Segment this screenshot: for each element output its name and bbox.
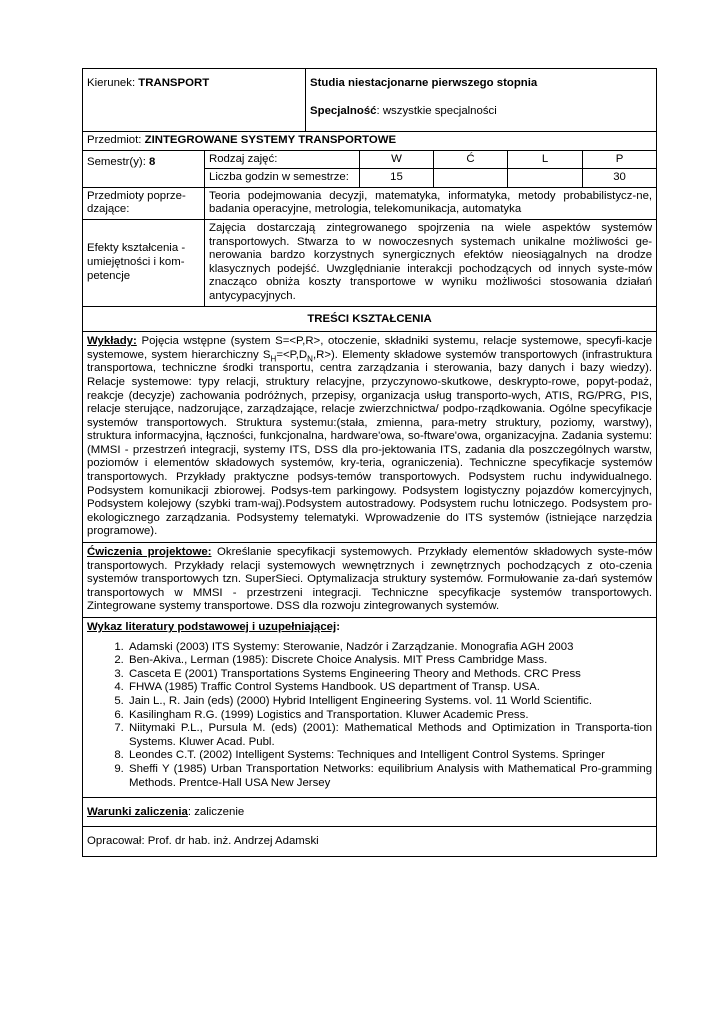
opracowal-row	[83, 826, 657, 857]
warunki-label: Warunki zaliczenia	[87, 806, 188, 819]
literatura-heading	[87, 621, 652, 635]
cwiczenia-row	[83, 543, 657, 618]
specjalnosc-label: Specjalność	[310, 104, 377, 117]
cwiczenia-cell	[83, 543, 657, 618]
kierunek-label: Kierunek:	[87, 77, 139, 89]
wyklady-cell	[83, 332, 657, 543]
studia-label: Studia niestacjonarne pierwszego stopnia	[310, 77, 538, 89]
przedmiot-cell	[83, 132, 657, 151]
literatura-item: 9. Sheffi Y (1985) Urban Transportation Networks: equilibrium Analysis with Mathematical Pro-gramming Methods. Prentce-Hall USA New Jersey	[127, 763, 652, 790]
wyklady-text-b: =<P,D	[276, 348, 308, 361]
hours-l	[508, 169, 583, 188]
opracowal-cell: Opracował: Prof. dr hab. inż. Andrzej Adamski	[83, 826, 657, 857]
warunki-value: : zaliczenie	[187, 806, 245, 819]
literatura-item: 5. Jain L., R. Jain (eds) (2000) Hybrid Intelligent Engineering Systems. vol. 11 World Scientific.	[127, 695, 652, 709]
hours-w: 15	[360, 169, 434, 188]
semestr-row-1	[83, 150, 657, 169]
header-row	[83, 69, 657, 132]
col-header-l: L	[508, 150, 583, 169]
tresci-title: TREŚCI KSZTAŁCENIA	[83, 306, 657, 332]
hours-p: 30	[583, 169, 657, 188]
przedmioty-poprzedzajace-value: Teoria podejmowania decyzji, matematyka, informatyka, metody probabilistycz-ne, badania operacyjne, metrologia, telekomunikacja, automatyka	[205, 187, 657, 219]
przedmiot-row	[83, 132, 657, 151]
specjalnosc-line	[310, 105, 652, 119]
literatura-item: 3. Casceta E (2001) Transportations Systems Engineering Theory and Methods. CRC Press	[127, 668, 652, 682]
literatura-label: Wykaz literatury podstawowej i uzupełniającej	[87, 621, 337, 633]
przedmioty-poprzedzajace-row	[83, 187, 657, 219]
col-header-c: Ć	[434, 150, 508, 169]
warunki-row	[83, 798, 657, 827]
wyklady-text-c: ,R>). Elementy składowe systemów transportowych (infrastruktura transportowa, techniczne środki transportu, centra zarządzania i sterowania, bazy danych i bazy wiedzy). Relacje systemowe: typy relacji, struktury relacyjne, przyczynowo-skutkowe, deskrypto-rowe, popyt-podaż, reakcje (decyzje) zachowania podróżnych, przepisy, organizacja usług transporto-wych, ATIS, RG/PRG, PIS, relacje sterujące, nadzorujące, zarządzające, relacje zwierzchnictwa/ podpo-rządkowania. Ogólne specyfikacje systemów transportowych. Struktura systemu:(stała, zmienna, para-metry struktury, poziomy, warstwy), struktura informacyjna, łączności, funkcjonalna, hardware'owa, so-ftware'owa, organizacyjna. Zadania systemu: (MMSI - przestrzeń integracji, systemy ITS, DSS dla pro-jektowania ITS, zadania dla poszczególnych warstw, poziomów i elementów składowych systemów, kry-teria, ograniczenia). Techniczne specyfikacje systemów transportowych. Przykłady praktyczne podsys-temów transportowych. Podsystem ruchu indywidualnego. Podsystem komunikacji zbiorowej. Podsys-tem parkingowy. Podsystem logistyczny pojazdów komercyjnych, Podsystem kolejowy (szybki tram-waj).Podsystem autostradowy. Podsystem ruchu lotniczego. Podsystem pro-ekologicznego zarządzania. Podsystemy telematyki. Wprowadzenie do ITS systemów (istniejące narzędzia programowe).	[87, 348, 653, 538]
cwiczenia-label: Ćwiczenia projektowe:	[87, 546, 212, 559]
literatura-item: 7. Niitymaki P.L., Pursula M. (eds) (2001): Mathematical Methods and Optimization in Transporta-tion Systems. Kluwer Acad. Publ.	[127, 722, 652, 749]
literatura-item: 4. FHWA (1985) Traffic Control Systems Handbook. US department of Transp. USA.	[127, 681, 652, 695]
syllabus-page	[82, 68, 656, 857]
warunki-cell	[83, 798, 657, 827]
przedmiot-label: Przedmiot:	[87, 134, 145, 146]
wyklady-label: Wykłady:	[87, 335, 137, 348]
specjalnosc-value: : wszystkie specjalności	[376, 104, 497, 117]
rodzaj-zajec-label: Rodzaj zajęć:	[205, 150, 360, 169]
literatura-row	[83, 618, 657, 798]
literatura-item: 6. Kasilingham R.G. (1999) Logistics and Transportation. Kluwer Academic Press.	[127, 709, 652, 723]
kierunek-cell	[83, 69, 306, 132]
studia-cell	[306, 69, 657, 132]
tresci-row	[83, 306, 657, 332]
efekty-value: Zajęcia dostarczają zintegrowanego spojrzenia na wiele aspektów systemów transportowych. Stwarza to w nowoczesnych systemach unikalne możliwości ge-nerowania bardzo korzystnych synergicznych efektów nieosiągalnych na drodze klasycznych podejść. Uwzględnianie interakcji pochodzących od innych syste-mów znacząco obniża koszty transportowe w wyniku możliwości stosowania działań antycypacyjnych.	[205, 219, 657, 306]
przedmioty-poprzedzajace-label: Przedmioty poprze-dzające:	[83, 187, 205, 219]
semestr-value: 8	[149, 155, 156, 168]
wyklady-text-a: Pojęcia wstępne (system S=<P,R>, otoczenie, składniki systemu, relacje systemowe, specyfi-kacje systemowe, system hierarchiczny S	[87, 335, 653, 361]
semestr-cell	[83, 150, 205, 187]
wyklady-sub-h: H	[270, 354, 277, 363]
semestr-label: Semestr(y):	[87, 155, 150, 168]
cwiczenia-text: Określanie specyfikacji systemowych. Przykłady elementów składowych syste-mów transportowych. Przykłady relacji systemowych wewnętrznych i zewnętrznych pochodzących z oto-czenia systemów transportowych tzn. SuperSieci. Optymalizacja struktury systemów. Formułowanie za-dań systemów transportowych w MMSI - przestrzeni integracji. Techniczne specyfikacje systemów transportowych. Zintegrowane systemy transportowe. DSS dla rozwoju zintegrowanych systemów.	[87, 546, 653, 613]
col-header-w: W	[360, 150, 434, 169]
col-header-p: P	[583, 150, 657, 169]
syllabus-table	[82, 68, 657, 857]
efekty-row	[83, 219, 657, 306]
wyklady-row	[83, 332, 657, 543]
literatura-list	[87, 641, 652, 791]
literatura-colon: :	[336, 621, 340, 633]
kierunek-value: TRANSPORT	[138, 77, 210, 89]
hours-c	[434, 169, 508, 188]
literatura-item: 8. Leondes C.T. (2002) Intelligent Systems: Techniques and Intelligent Control Systems. Springer	[127, 749, 652, 763]
efekty-label: Efekty kształcenia - umiejętności i kom-petencje	[83, 219, 205, 306]
literatura-item: 1. Adamski (2003) ITS Systemy: Sterowanie, Nadzór i Zarządzanie. Monografia AGH 2003	[127, 641, 652, 655]
wyklady-sub-n: N	[307, 354, 313, 363]
liczba-godzin-label: Liczba godzin w semestrze:	[205, 169, 360, 188]
przedmiot-value: ZINTEGROWANE SYSTEMY TRANSPORTOWE	[144, 134, 397, 146]
literatura-item: 2. Ben-Akiva., Lerman (1985): Discrete Choice Analysis. MIT Press Cambridge Mass.	[127, 654, 652, 668]
literatura-cell	[83, 618, 657, 798]
